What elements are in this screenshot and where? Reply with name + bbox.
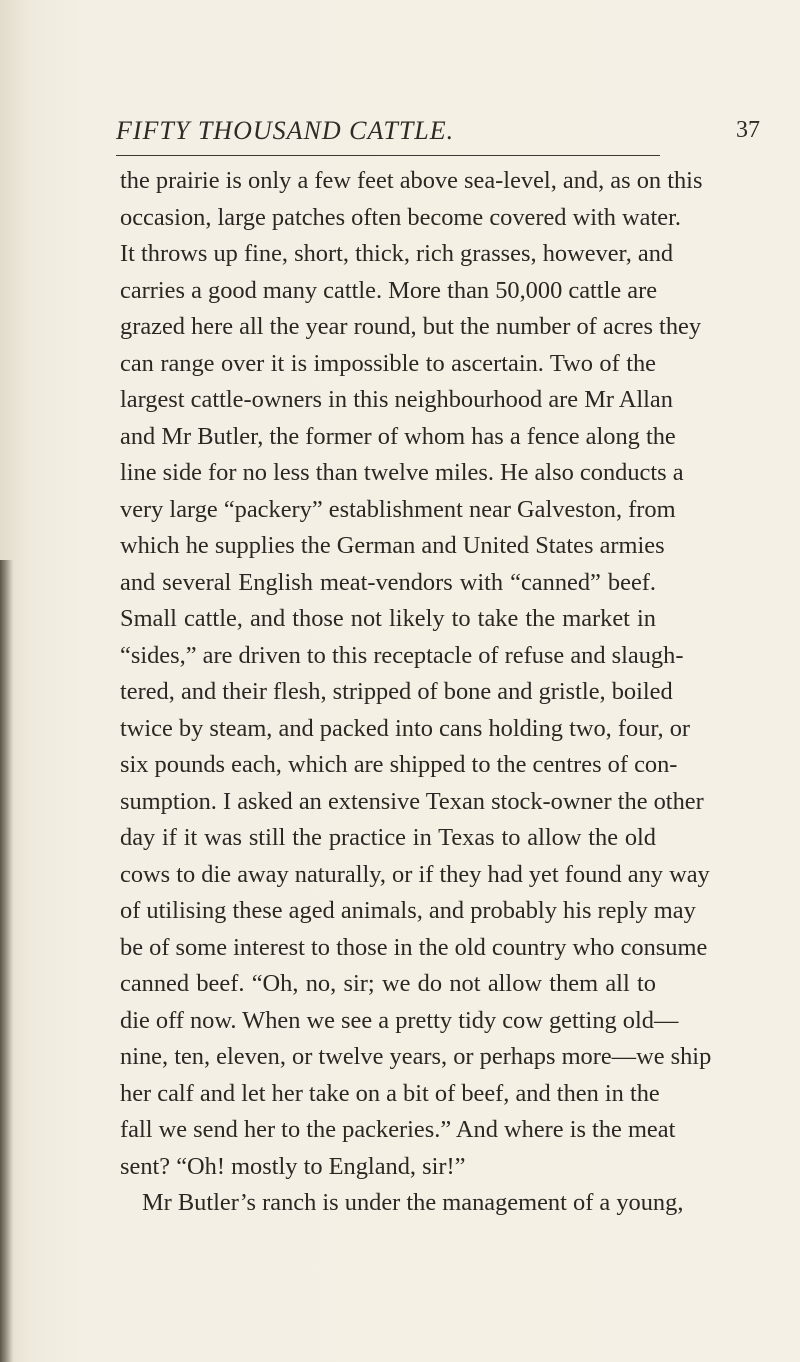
text-line: carries a good many cattle. More than 50,000 cattle are bbox=[120, 276, 658, 304]
text-line: sent? “Oh! mostly to England, sir!” bbox=[120, 1152, 466, 1180]
text-line: can range over it is impossible to ascertain. Two of the bbox=[120, 349, 656, 377]
text-line: Mr Butler’s ranch is under the management of a young, bbox=[142, 1189, 684, 1216]
text-line: very large “packery” establishment near Galveston, from bbox=[120, 495, 676, 523]
text-line: which he supplies the German and United States armies bbox=[120, 532, 665, 559]
text-line: tered, and their flesh, stripped of bone and gristle, boiled bbox=[120, 678, 673, 705]
text-line: cows to die away naturally, or if they had yet found any way bbox=[120, 860, 710, 888]
text-line: canned beef. “Oh, no, sir; we do not allow them all to bbox=[120, 970, 656, 997]
text-line: sumption. I asked an extensive Texan stock-owner the other bbox=[120, 787, 704, 815]
running-head bbox=[116, 116, 760, 156]
text-line: of utilising these aged animals, and probably his reply may bbox=[120, 897, 696, 924]
running-title: FIFTY THOUSAND CATTLE. bbox=[116, 116, 455, 145]
text-line: largest cattle-owners in this neighbourhood are Mr Allan bbox=[120, 386, 673, 413]
text-line: Small cattle, and those not likely to take the market in bbox=[120, 605, 656, 632]
text-line: her calf and let her take on a bit of beef, and then in the bbox=[120, 1079, 660, 1107]
text-line: twice by steam, and packed into cans holding two, four, or bbox=[120, 714, 691, 742]
body-text bbox=[120, 163, 760, 1222]
text-line: It throws up fine, short, thick, rich grasses, however, and bbox=[120, 240, 674, 267]
text-line: the prairie is only a few feet above sea-level, and, as on this bbox=[120, 167, 703, 194]
text-line: die off now. When we see a pretty tidy cow getting old— bbox=[120, 1006, 679, 1034]
text-line: nine, ten, eleven, or twelve years, or perhaps more—we ship bbox=[120, 1043, 712, 1070]
text-line: line side for no less than twelve miles. He also conducts a bbox=[120, 459, 684, 486]
header-rule bbox=[116, 155, 660, 156]
page-number: 37 bbox=[736, 117, 760, 143]
binding-shadow bbox=[0, 560, 14, 1362]
text-line: grazed here all the year round, but the number of acres they bbox=[120, 313, 702, 340]
text-line: day if it was still the practice in Texas to allow the old bbox=[120, 824, 656, 851]
text-line: “sides,” are driven to this receptacle of refuse and slaugh- bbox=[120, 641, 684, 669]
text-line: and several English meat-vendors with “canned” beef. bbox=[120, 568, 656, 596]
text-line: be of some interest to those in the old country who consume bbox=[120, 933, 708, 961]
text-line: occasion, large patches often become covered with water. bbox=[120, 203, 681, 231]
text-line: and Mr Butler, the former of whom has a fence along the bbox=[120, 422, 676, 450]
text-line: fall we send her to the packeries.” And where is the meat bbox=[120, 1116, 676, 1143]
text-line: six pounds each, which are shipped to the centres of con- bbox=[120, 751, 678, 778]
